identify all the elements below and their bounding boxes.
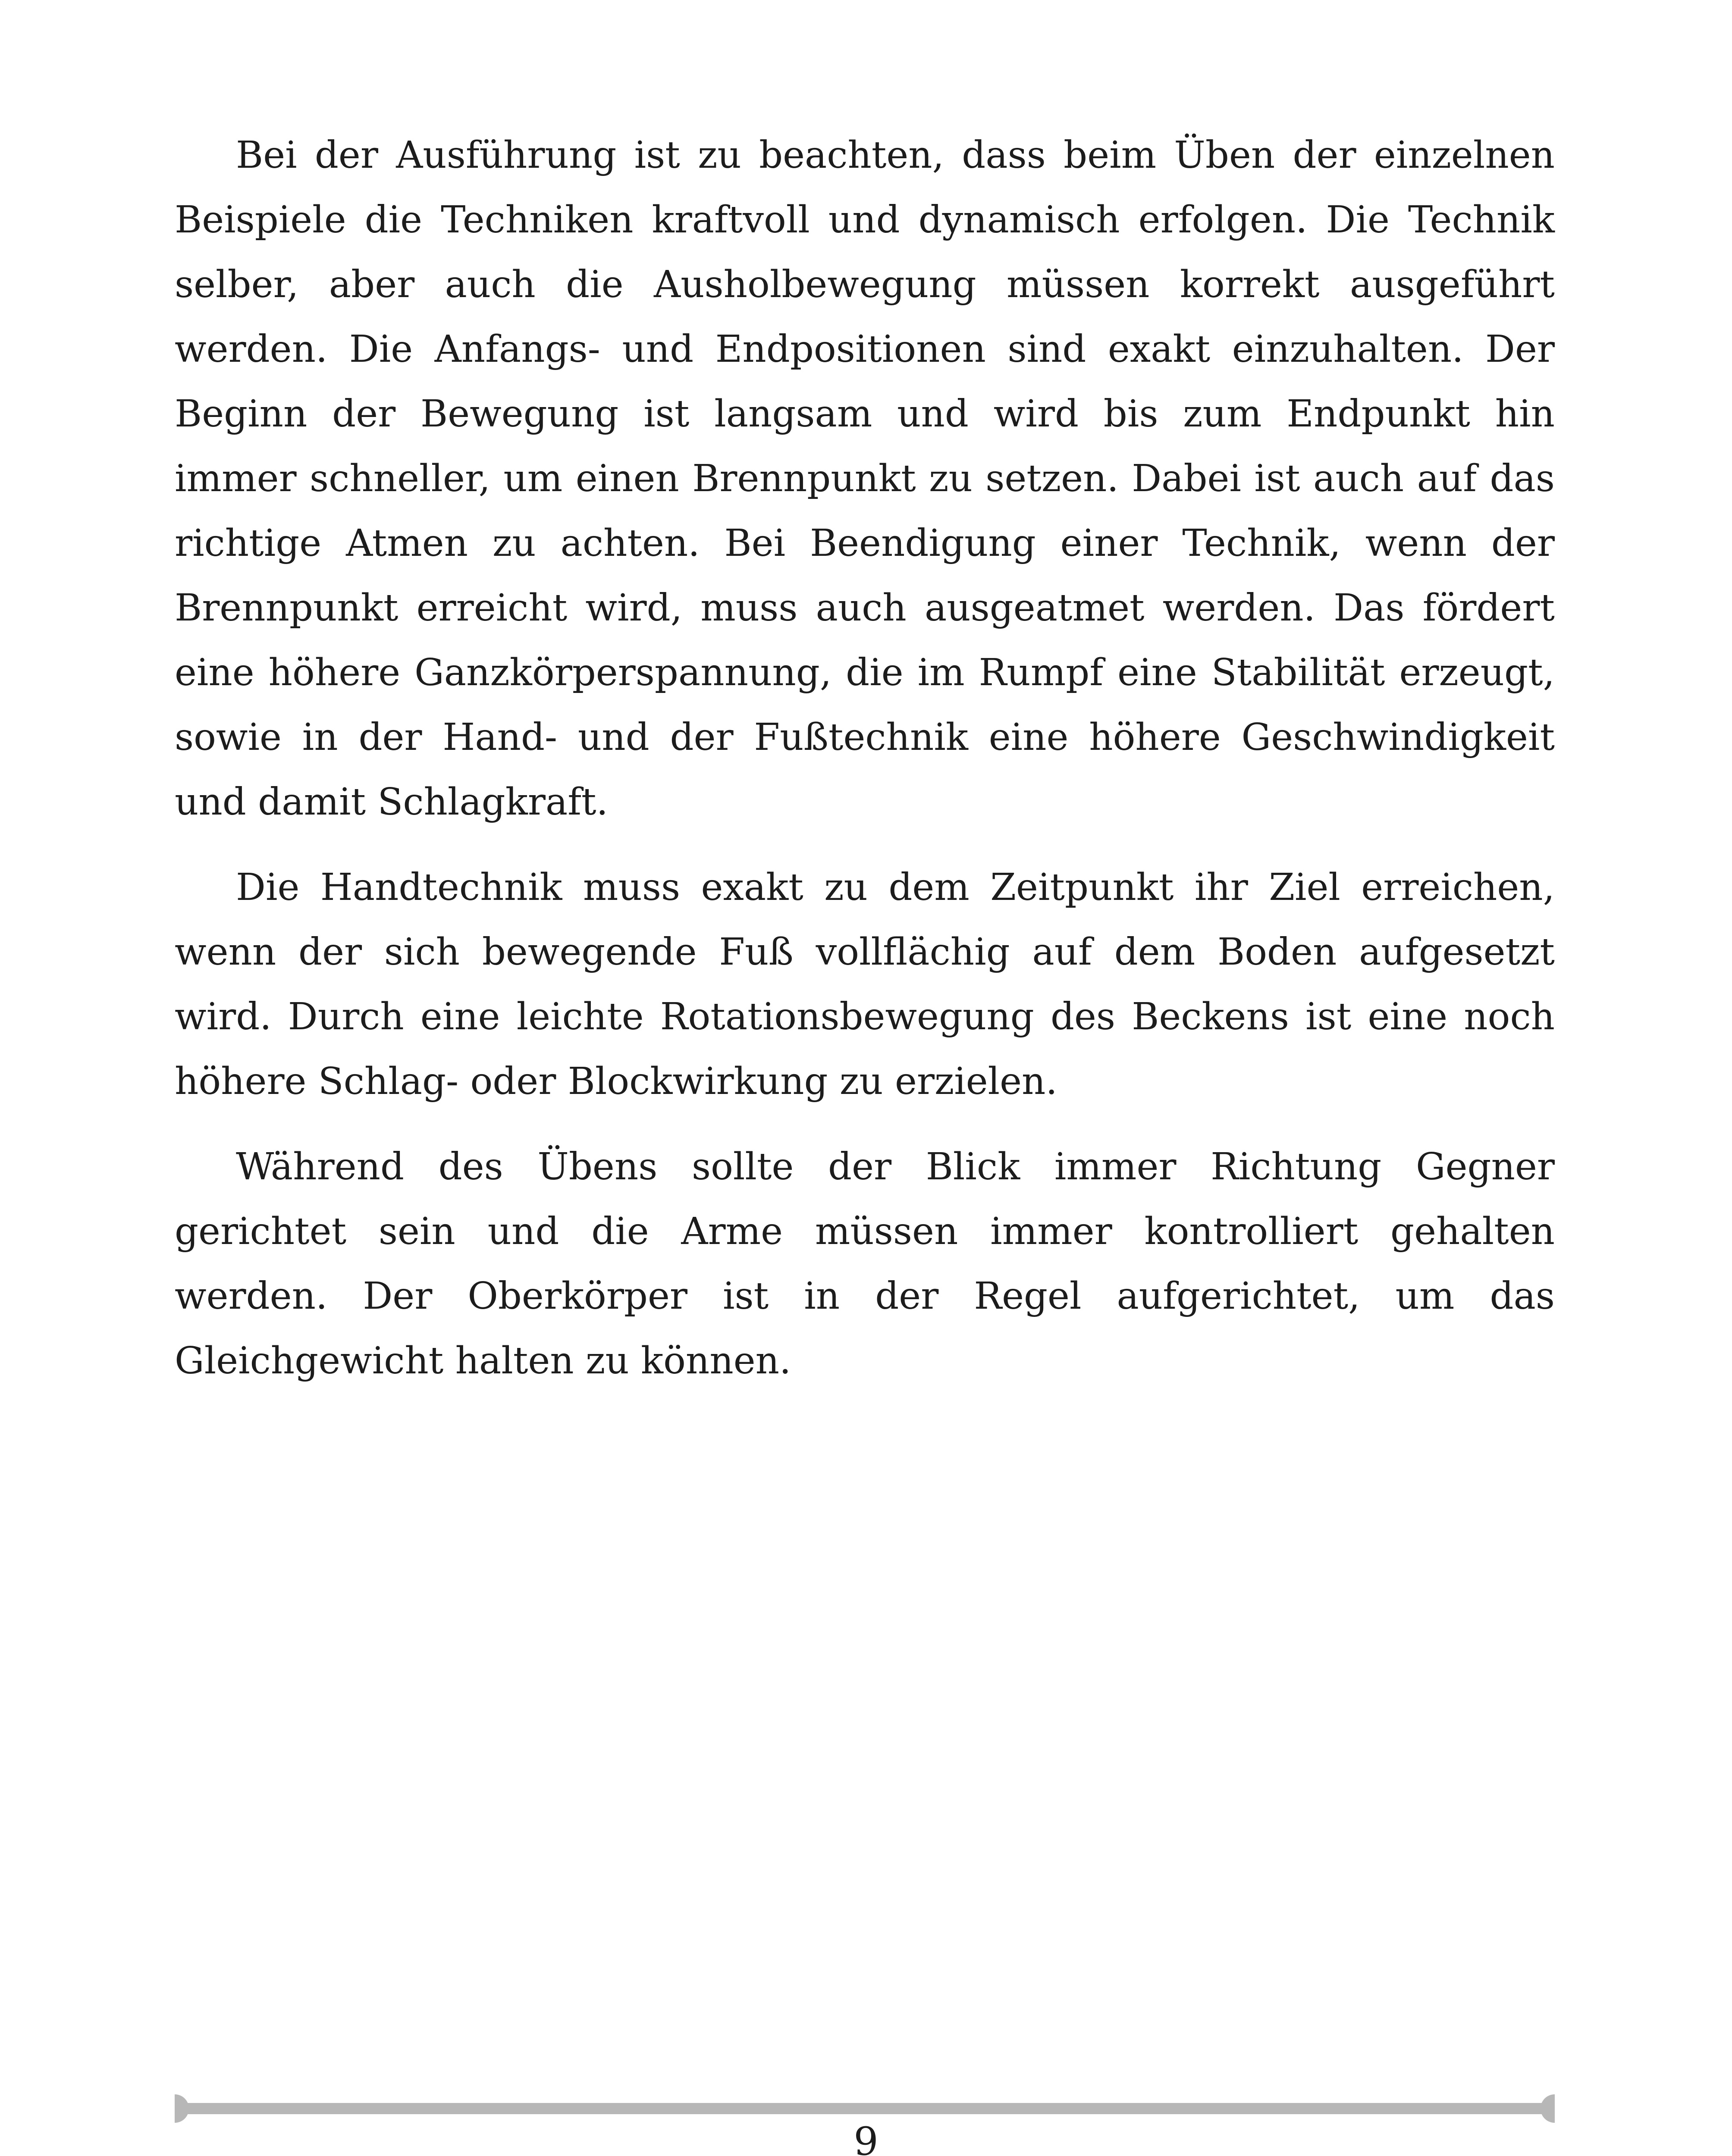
footer-divider-left-dot xyxy=(175,2094,189,2123)
paragraph-3: Während des Übens sollte der Blick immer Richtung Gegner gerichtet sein und die Arme müssen immer kontrolliert gehalten werden. Der Oberkörper ist in der Regel aufgerichtet, um das Gleichgewicht halten zu können. xyxy=(175,1145,1555,1382)
paragraph-2: Die Handtechnik muss exakt zu dem Zeitpunkt ihr Ziel erreichen, wenn der sich bewegende Fuß vollflächig auf dem Boden aufgesetzt wird. Durch eine leichte Rotationsbewegung des Beckens ist eine noch höhere Schlag- oder Blockwirkung zu erzielen. xyxy=(175,866,1555,1103)
page-number: 9 xyxy=(853,2119,879,2156)
paragraph-1: Bei der Ausführung ist zu beachten, dass beim Üben der einzelnen Beispiele die Techniken kraftvoll und dynamisch erfolgen. Die Technik selber, aber auch die Ausholbewegung müssen korrekt ausgeführt werden. Die Anfangs- und Endpositionen sind exakt einzuhalten. Der Beginn der Bewegung ist langsam und wird bis zum Endpunkt hin immer schneller, um einen Brennpunkt zu setzen. Dabei ist auch auf das richtige Atmen zu achten. Bei Beendigung einer Technik, wenn der Brennpunkt erreicht wird, muss auch ausgeatmet werden. Das fördert eine höhere Ganzkörperspannung, die im Rumpf eine Stabilität erzeugt, sowie in der Hand- und der Fußtechnik eine höhere Geschwindigkeit und damit Schlagkraft. xyxy=(175,134,1555,824)
body-text xyxy=(175,123,1555,1393)
footer-divider-right-dot xyxy=(1541,2094,1555,2123)
